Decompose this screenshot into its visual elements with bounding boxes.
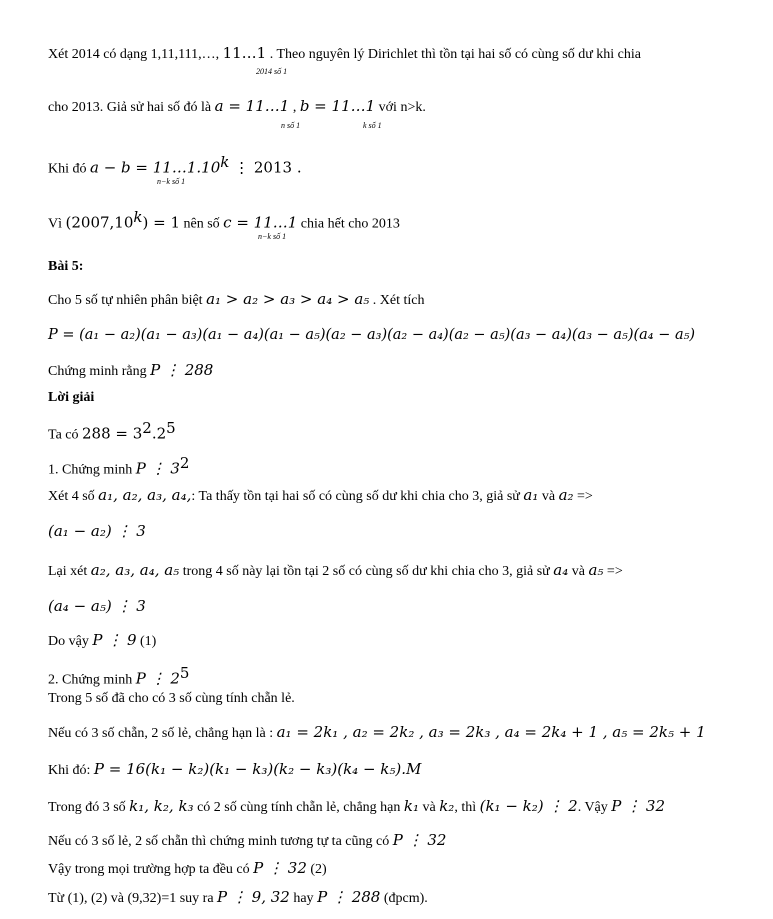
text: (2) <box>306 862 327 877</box>
paragraph-line <box>48 290 425 310</box>
text: Nếu có 3 số lẻ, 2 số chẵn thì chứng minh tương tự ta cũng có <box>48 834 393 849</box>
text: , thì <box>454 800 480 815</box>
text: Do vậy <box>48 634 93 649</box>
paragraph-line <box>48 326 695 345</box>
text: Cho 5 số tự nhiên phân biệt <box>48 293 207 308</box>
paragraph-line <box>48 631 156 651</box>
math-expression: ⋮ 2013 . <box>229 158 302 177</box>
math-expression: (k₁ − k₂) ⋮ 2 <box>479 797 578 815</box>
text: Trong đó 3 số <box>48 800 130 815</box>
math-superscript: 2 <box>179 454 190 472</box>
paragraph-line <box>48 561 623 581</box>
underbrace-label: n−k số 1 <box>157 177 186 186</box>
underbrace-label: n số 1 <box>281 121 301 130</box>
math-expression: 288 = 3 <box>82 424 143 443</box>
text: và <box>538 489 559 504</box>
math-expression: P = (a₁ − a₂)(a₁ − a₃)(a₁ − a₄)(a₁ − a₅)(a₂ − a₃)(a₂ − a₄)(a₂ − a₅)(a₃ − a₄)(a₃ − a₅)(a₄ − a₅) <box>48 327 696 343</box>
text: Xét 4 số <box>48 489 99 504</box>
math-expression: k₁ <box>403 797 419 815</box>
text: (đpcm). <box>380 891 428 906</box>
paragraph-line <box>48 723 706 743</box>
text: cho 2013. Giả sử hai số đó là <box>48 100 215 115</box>
paragraph-line <box>48 522 146 542</box>
paragraph-line <box>48 361 213 381</box>
math-expression: a₅ <box>588 561 604 579</box>
paragraph-line <box>48 831 446 851</box>
paragraph-line <box>48 859 327 879</box>
math-superscript: 2 <box>142 419 152 437</box>
text: (1) <box>136 634 157 649</box>
paragraph-line <box>48 486 593 506</box>
paragraph-line <box>48 597 146 617</box>
text: 1. Chứng minh <box>48 462 136 478</box>
text: chia hết cho 2013 <box>297 216 400 232</box>
paragraph-line <box>48 760 421 780</box>
math-superscript: k <box>133 208 143 226</box>
paragraph-line <box>48 208 400 234</box>
text: có 2 số cùng tính chẵn lẻ, chẳng hạn <box>193 800 404 815</box>
math-superscript: 5 <box>166 419 176 437</box>
text: , <box>289 100 300 115</box>
math-expression: 11…1 <box>222 44 267 62</box>
math-expression: a₄ <box>553 561 569 579</box>
math-superscript: 5 <box>179 664 190 682</box>
math-expression: c = 11…1 <box>223 213 298 232</box>
math-expression: a₂ <box>558 486 574 504</box>
text: và <box>568 564 589 579</box>
paragraph-line <box>48 44 641 64</box>
math-expression: P ⋮ 2 <box>135 669 180 688</box>
math-expression: .2 <box>151 424 167 443</box>
text: hay <box>289 891 318 906</box>
math-expression: ) = 1 <box>142 213 180 232</box>
text: Ta có <box>48 427 83 443</box>
math-expression: a₁ = 2k₁ , a₂ = 2k₂ , a₃ = 2k₃ , a₄ = 2k₄ + 1 , a₅ = 2k₅ + 1 <box>276 723 706 741</box>
text: 2. Chứng minh <box>48 672 136 688</box>
text: . Theo nguyên lý Dirichlet thì tồn tại hai số có cùng số dư khi chia <box>266 47 641 62</box>
math-expression: a₂, a₃, a₄, a₅ <box>90 561 180 579</box>
text: Xét 2014 có dạng 1,11,111,…, <box>48 47 223 62</box>
paragraph-line <box>48 888 428 908</box>
math-expression: a₁ > a₂ > a₃ > a₄ > a₅ <box>206 290 370 308</box>
math-expression: P ⋮ 288 <box>317 888 381 906</box>
math-superscript: k <box>220 153 230 171</box>
text: => <box>603 564 623 579</box>
text: Vì <box>48 216 66 232</box>
math-expression: (2007,10 <box>65 213 134 232</box>
text: nên số <box>179 216 224 232</box>
text: Khi đó: <box>48 763 94 778</box>
math-expression: P ⋮ 32 <box>611 797 665 815</box>
math-expression: a₁ <box>523 486 539 504</box>
text: Nếu có 3 số chẵn, 2 số lẻ, chẳng hạn là : <box>48 726 277 741</box>
paragraph-line: Trong 5 số đã cho có 3 số cùng tính chẵn lẻ. <box>48 691 295 706</box>
math-expression: P ⋮ 32 <box>392 831 447 849</box>
paragraph-line <box>48 419 176 445</box>
math-expression: P ⋮ 9 <box>92 631 137 649</box>
math-expression: (a₄ − a₅) ⋮ 3 <box>48 597 146 615</box>
text: => <box>573 489 593 504</box>
paragraph-line <box>48 97 426 117</box>
math-expression: P ⋮ 3 <box>135 459 180 478</box>
text: Lại xét <box>48 564 91 579</box>
text: trong 4 số này lại tồn tại 2 số có cùng số dư khi chia cho 3, giả sử <box>179 564 554 579</box>
math-expression: a = 11…1 <box>214 97 290 115</box>
math-expression: b = 11…1 <box>299 97 376 115</box>
text: Chứng minh rằng <box>48 364 151 379</box>
section-heading: Bài 5: <box>48 259 84 274</box>
math-expression: P ⋮ 32 <box>253 859 307 877</box>
text: Từ (1), (2) và (9,32)=1 suy ra <box>48 891 218 906</box>
math-expression: (a₁ − a₂) ⋮ 3 <box>48 522 146 540</box>
math-expression: k₁, k₂, k₃ <box>129 797 194 815</box>
paragraph-line <box>48 797 665 817</box>
math-expression: P = 16(k₁ − k₂)(k₁ − k₃)(k₂ − k₃)(k₄ − k₅).M <box>93 760 422 778</box>
text: . Vậy <box>577 800 612 815</box>
math-expression: P ⋮ 9, 32 <box>217 888 290 906</box>
underbrace-label: n−k số 1 <box>258 232 287 241</box>
paragraph-line <box>48 153 302 179</box>
math-expression: P ⋮ 288 <box>150 361 214 379</box>
text: : Ta thấy tồn tại hai số có cùng số dư khi chia cho 3, giả sử <box>191 489 524 504</box>
underbrace-label: k số 1 <box>363 121 382 130</box>
math-expression: a − b = 11…1.10 <box>90 158 221 177</box>
math-expression: a₁, a₂, a₃, a₄, <box>98 486 192 504</box>
text: . Xét tích <box>369 293 425 308</box>
paragraph-line <box>48 454 189 480</box>
math-expression: k₂ <box>439 797 455 815</box>
section-heading: Lời giải <box>48 390 95 405</box>
text: và <box>419 800 440 815</box>
underbrace-label: 2014 số 1 <box>256 67 288 76</box>
text: với n>k. <box>375 100 426 115</box>
text: Khi đó <box>48 161 90 177</box>
paragraph-line <box>48 664 189 690</box>
text: Vậy trong mọi trường hợp ta đều có <box>48 862 254 877</box>
